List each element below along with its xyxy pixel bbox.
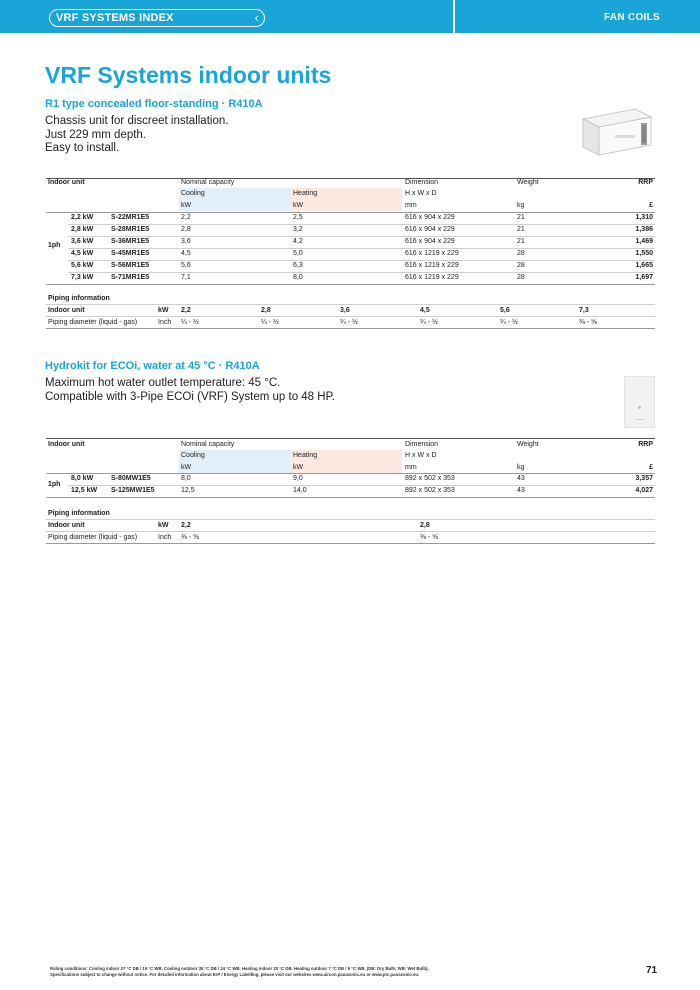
heating-value: 14,0 [293,487,307,494]
header-bar [0,0,700,33]
rrp-value: 1,697 [635,274,653,281]
rrp-value: 1,310 [635,214,653,221]
description-line: Just 229 mm depth. [45,128,146,141]
dimension-value: 616 x 1219 x 229 [405,274,459,281]
cooling-value: 5,6 [181,262,191,269]
section2-description [45,377,335,404]
weight-value: 28 [517,262,525,269]
vrf-systems-index-link[interactable] [49,9,265,27]
piping-diameter: ⅜ - ⅝ [579,319,597,326]
piping-size: 2,8 [261,307,271,314]
unit-kw: kW [181,464,192,471]
header-weight: Weight [517,179,539,186]
heating-value: 5,0 [293,250,303,257]
index-label: VRF SYSTEMS INDEX [56,12,174,24]
header-dimension: Dimension [405,179,439,186]
unit-size: 2,2 kW [71,214,94,221]
section2-piping-table [46,509,655,545]
unit-size: 2,8 kW [71,226,94,233]
header-indoor-unit: Indoor unit [48,179,85,186]
section2-subtitle: Hydrokit for ECOi, water at 45 °C · R410A [45,360,260,372]
piping-diameter: ¼ - ½ [420,319,438,326]
piping-diameter-label: Piping diameter (liquid - gas) [48,534,138,541]
table-row [46,237,655,248]
unit-size: 5,6 kW [71,262,94,269]
piping-size: 2,2 [181,522,191,529]
unit-size: 4,5 kW [71,250,94,257]
section1-piping-table [46,294,655,330]
phase-label: 1ph [48,481,61,488]
header-rrp: RRP [638,179,653,186]
header-heating: Heating [293,452,318,459]
page-title: VRF Systems indoor units [45,62,332,88]
table-row [46,213,655,224]
section1-subtitle: R1 type concealed floor-standing · R410A [45,98,263,110]
dimension-value: 616 x 904 x 229 [405,226,455,233]
table-rule [46,328,655,329]
piping-diameter: ⅜ - ⅝ [420,534,438,541]
model-code: S-56MR1E5 [111,262,150,269]
header-rrp: RRP [638,441,653,448]
hydrokit-indicator [638,406,641,409]
unit-kw: kW [181,202,192,209]
dimension-value: 616 x 1219 x 229 [405,262,459,269]
footer-note-line: Specifications subject to change without notice. For detailed information about ErP / Energy Labelling, please visit our websites www.aircon.panasonic.eu or www.ptc.panasonic.eu. [50,971,420,977]
cooling-value: 2,2 [181,214,191,221]
header-heating: Heating [293,190,318,197]
model-code: S-36MR1E5 [111,238,150,245]
table-rule [46,316,655,317]
model-code: S-28MR1E5 [111,226,150,233]
header-nominal-capacity: Nominal capacity [181,441,235,448]
unit-size: 8,0 kW [71,475,94,482]
weight-value: 28 [517,274,525,281]
section1-spec-table [46,178,655,288]
piping-diameter: ¼ - ½ [340,319,358,326]
unit-kw: kW [293,464,304,471]
unit-size: 7,3 kW [71,274,94,281]
unit-kg: kg [517,464,525,471]
model-code: S-45MR1E5 [111,250,150,257]
section-label: FAN COILS [603,12,660,23]
unit-kw: kW [293,202,304,209]
table-row [46,249,655,260]
table-rule [46,284,655,285]
piping-kw-unit: kW [158,307,169,314]
header-nominal-capacity: Nominal capacity [181,179,235,186]
header-weight: Weight [517,441,539,448]
weight-value: 21 [517,226,525,233]
weight-value: 21 [517,238,525,245]
hydrokit-mark [637,419,643,420]
header-dimension: Dimension [405,441,439,448]
piping-diameter: ⅜ - ⅝ [181,534,199,541]
rrp-value: 1,386 [635,226,653,233]
model-code: S-80MW1E5 [111,475,151,482]
heating-value: 4,2 [293,238,303,245]
phase-label: 1ph [48,242,61,249]
cooling-value: 4,5 [181,250,191,257]
heating-value: 8,0 [293,274,303,281]
cooling-value: 7,1 [181,274,191,281]
heating-value: 2,5 [293,214,303,221]
piping-indoor-unit-label: Indoor unit [48,307,85,314]
dimension-value: 892 x 502 x 353 [405,475,455,482]
dimension-value: 616 x 904 x 229 [405,238,455,245]
table-rule [46,438,655,439]
cooling-value: 3,6 [181,238,191,245]
description-line: Chassis unit for discreet installation. [45,115,229,127]
section2-spec-table [46,438,655,500]
table-row [46,225,655,236]
dimension-value: 616 x 904 x 229 [405,214,455,221]
piping-size: 2,8 [420,522,430,529]
table-rule [46,497,655,498]
heating-value: 6,3 [293,262,303,269]
piping-size: 4,5 [420,307,430,314]
piping-diameter: ¼ - ½ [261,319,279,326]
piping-size: 5,6 [500,307,510,314]
weight-value: 21 [517,214,525,221]
piping-size: 3,6 [340,307,350,314]
table-row [46,486,655,497]
section1-description [45,115,228,156]
cooling-value: 2,8 [181,226,191,233]
piping-indoor-unit-label: Indoor unit [48,522,85,529]
model-code: S-125MW1E5 [111,487,155,494]
rrp-value: 1,550 [635,250,653,257]
piping-kw-unit: kW [158,522,169,529]
unit-kg: kg [517,202,525,209]
unit-currency: £ [649,202,653,209]
chevron-left-icon: ‹ [254,10,259,25]
rating-conditions-note [50,966,610,977]
piping-inch-unit: Inch [158,534,172,541]
heating-value: 9,0 [293,475,303,482]
hydrokit-unit-image [624,376,655,428]
unit-size: 3,6 kW [71,238,94,245]
table-rule [46,531,655,532]
table-rule [46,304,655,305]
header-divider [453,0,455,33]
rrp-value: 3,357 [635,475,653,482]
heating-value: 3,2 [293,226,303,233]
weight-value: 28 [517,250,525,257]
table-rule [46,543,655,544]
rrp-value: 1,665 [635,262,653,269]
unit-currency: £ [649,464,653,471]
piping-diameter: ¼ - ½ [500,319,518,326]
cooling-value: 12,5 [181,487,195,494]
piping-title: Piping information [48,510,110,517]
header-cooling: Cooling [181,190,205,197]
rrp-value: 1,469 [635,238,653,245]
header-indoor-unit: Indoor unit [48,441,85,448]
cooling-value: 8,0 [181,475,191,482]
rrp-value: 4,027 [635,487,653,494]
table-rule [46,519,655,520]
concealed-floor-unit-image [575,105,655,165]
piping-diameter: ¼ - ½ [181,319,199,326]
header-dimension-sub: H x W x D [405,190,437,197]
unit-mm: mm [405,202,417,209]
piping-size: 7,3 [579,307,589,314]
footer-note-line: Rating conditions: Cooling indoor 27 °C DB / 19 °C WB. Cooling outdoor 35 °C DB / 24 °C WB. Heating indoor 20 °C DB. Heating outdoor 7 °C DB / 6 °C WB. (DB: Dry Bulb; WB: Wet Bulb). [50,966,429,971]
page-number: 71 [646,965,658,976]
model-code: S-71MR1E5 [111,274,150,281]
unit-size: 12,5 kW [71,487,98,494]
table-row [46,261,655,272]
piping-title: Piping information [48,295,110,302]
piping-size: 2,2 [181,307,191,314]
dimension-value: 616 x 1219 x 229 [405,250,459,257]
description-line: Compatible with 3-Pipe ECOi (VRF) System up to 48 HP. [45,390,335,403]
table-row [46,273,655,284]
description-line: Maximum hot water outlet temperature: 45 °C. [45,377,281,389]
header-cooling: Cooling [181,452,205,459]
piping-diameter-label: Piping diameter (liquid - gas) [48,319,138,326]
weight-value: 43 [517,487,525,494]
dimension-value: 892 x 502 x 353 [405,487,455,494]
weight-value: 43 [517,475,525,482]
header-dimension-sub: H x W x D [405,452,437,459]
table-row [46,474,655,485]
unit-mm: mm [405,464,417,471]
description-line: Easy to install. [45,142,120,154]
piping-inch-unit: Inch [158,319,172,326]
table-rule [46,178,655,179]
model-code: S-22MR1E5 [111,214,150,221]
